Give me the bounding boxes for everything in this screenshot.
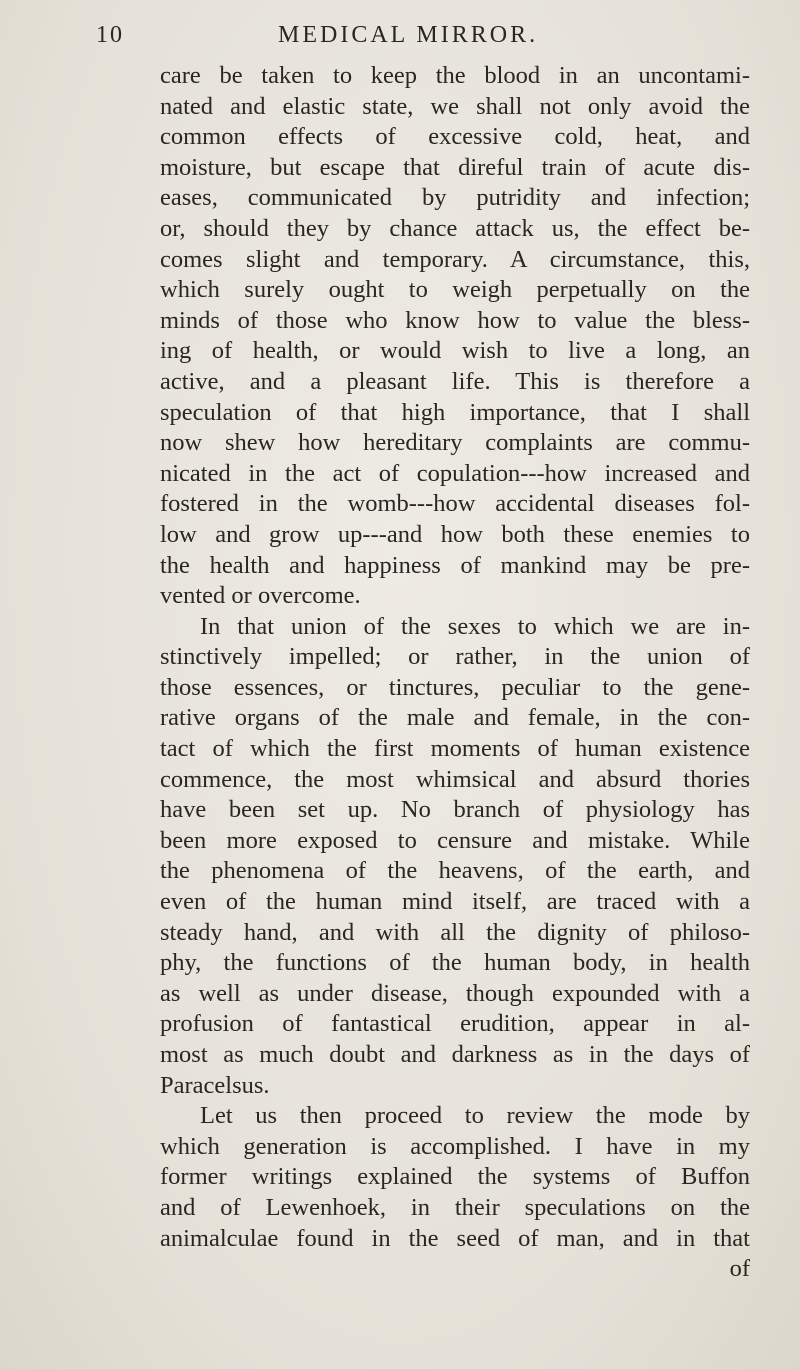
text-line: been more exposed to censure and mistake. While [160,826,750,854]
text-line: low and grow up---and how both these enemies to [160,520,750,548]
text-line: and of Lewenhoek, in their speculations on the [160,1193,750,1221]
text-line: speculation of that high importance, that I shall [160,398,750,426]
text-line: nated and elastic state, we shall not only avoid the [160,92,750,120]
text-line: tact of which the first moments of human existence [160,735,750,763]
running-head [96,22,760,52]
text-line: even of the human mind itself, are traced with a [160,888,750,916]
text-line: as well as under disease, though expounded with a [160,979,750,1007]
text-line: the health and happiness of mankind may be pre- [160,551,750,579]
text-line: eases, communicated by putridity and infection; [160,184,750,212]
text-line: most as much doubt and darkness as in the days of [160,1041,750,1068]
text-line: moisture, but escape that direful train of acute dis- [160,153,750,181]
text-line: former writings explained the systems of Buffon [160,1163,750,1191]
page-number: 10 [96,22,124,48]
text-line: fostered in the womb---how accidental diseases fol- [160,490,750,518]
text-line: now shew how hereditary complaints are commu- [160,429,750,457]
text-line: steady hand, and with all the dignity of philoso- [160,918,750,946]
text-line: phy, the functions of the human body, in health [160,949,750,977]
text-line: commence, the most whimsical and absurd thories [160,765,750,793]
paragraph-end-line: Paracelsus. [160,1071,270,1099]
text-line: the phenomena of the heavens, of the earth, and [160,857,750,885]
text-line: minds of those who know how to value the bless- [160,306,750,334]
paragraph-start-line: Let us then proceed to review the mode by [200,1102,750,1130]
text-line: have been set up. No branch of physiology has [160,796,750,824]
text-line: stinctively impelled; or rather, in the union of [160,643,750,671]
text-line: those essences, or tinctures, peculiar to the gene- [160,673,750,701]
text-line: nicated in the act of copulation---how increased and [160,459,750,487]
text-line: comes slight and temporary. A circumstance, this, [160,245,750,273]
text-line: care be taken to keep the blood in an uncontami- [160,62,750,89]
body-text [160,61,750,1285]
text-line: animalculae found in the seed of man, and in that [160,1224,750,1252]
text-line: common effects of excessive cold, heat, and [160,123,750,151]
text-line: which generation is accomplished. I have in my [160,1132,750,1160]
text-line: active, and a pleasant life. This is therefore a [160,367,750,395]
text-line: rative organs of the male and female, in the con- [160,704,750,732]
paragraph-end-line: vented or overcome. [160,582,361,610]
text-line: or, should they by chance attack us, the effect be- [160,214,750,242]
text-line: ing of health, or would wish to live a long, an [160,337,750,365]
text-line: which surely ought to weigh perpetually on the [160,276,750,304]
running-title: MEDICAL MIRROR. [278,22,539,48]
text-line: profusion of fantastical erudition, appear in al- [160,1010,750,1038]
paragraph-start-line: In that union of the sexes to which we are in- [200,612,750,640]
catchword: of [729,1255,750,1283]
